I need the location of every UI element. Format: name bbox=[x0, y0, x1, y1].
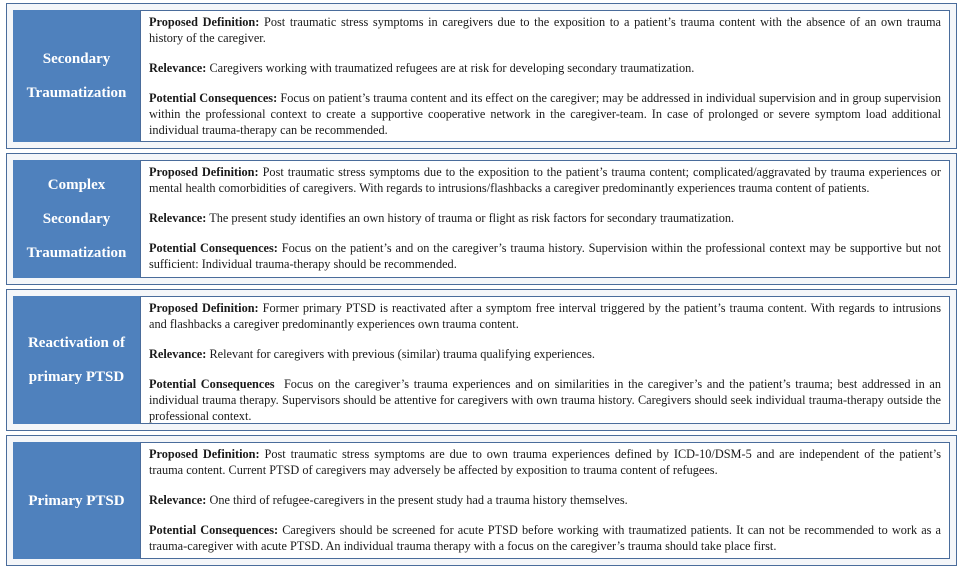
relevance-paragraph bbox=[149, 492, 941, 508]
label-line: Reactivation of bbox=[27, 335, 126, 351]
row-content bbox=[140, 160, 950, 278]
consequences-paragraph bbox=[149, 376, 941, 424]
consequences-text: Focus on the patient’s and on the caregiver’s trauma history. Supervision within the professional context may be supportive but not sufficient: Individual trauma-therapy should be recommended. bbox=[149, 241, 941, 271]
row-primary-ptsd bbox=[6, 435, 957, 566]
definition-text: Post traumatic stress symptoms are due to own trauma experiences defined by ICD-10/DSM-5 and are independent of the patient’s trauma content. Current PTSD of caregivers may adversely be affected by exposition to trauma content of refugees. bbox=[149, 447, 942, 477]
definition-label: Proposed Definition: bbox=[149, 15, 260, 29]
row-label bbox=[13, 442, 140, 559]
definition-paragraph bbox=[149, 300, 941, 332]
consequences-label: Potential Consequences bbox=[149, 377, 275, 391]
row-content bbox=[140, 442, 950, 559]
relevance-label: Relevance: bbox=[149, 347, 207, 361]
definition-label: Proposed Definition: bbox=[149, 301, 259, 315]
relevance-paragraph bbox=[149, 60, 941, 76]
relevance-label: Relevance: bbox=[149, 61, 207, 75]
relevance-text: Relevant for caregivers with previous (similar) trauma qualifying experiences. bbox=[209, 347, 595, 361]
row-label bbox=[13, 10, 140, 142]
definition-paragraph bbox=[149, 14, 941, 46]
row-content bbox=[140, 10, 950, 142]
relevance-label: Relevance: bbox=[149, 493, 207, 507]
consequences-label: Potential Consequences: bbox=[149, 241, 278, 255]
row-reactivation-primary-ptsd bbox=[6, 289, 957, 431]
consequences-paragraph bbox=[149, 522, 941, 554]
label-line: Primary PTSD bbox=[28, 492, 125, 509]
label-line: Complex bbox=[47, 177, 106, 193]
consequences-paragraph bbox=[149, 90, 941, 138]
label-line: Traumatization bbox=[26, 85, 127, 101]
row-complex-secondary-traumatization bbox=[6, 153, 957, 285]
relevance-paragraph bbox=[149, 210, 941, 226]
row-label bbox=[13, 296, 140, 424]
row-content bbox=[140, 296, 950, 424]
definition-paragraph bbox=[149, 446, 941, 478]
definition-text: Former primary PTSD is reactivated after a symptom free interval triggered by the patient’s trauma content. With regards to intrusions and flashbacks a caregiver predominantly experiences own trauma content. bbox=[149, 301, 941, 331]
consequences-text: Focus on the caregiver’s trauma experiences and on similarities in the caregiver’s and the patient’s trauma; best addressed in an individual trauma therapy. Supervisors should be attentive for caregivers with own trauma history. Caregivers should seek individual trauma-therapy outside the professional context. bbox=[149, 377, 941, 423]
label-line: primary PTSD bbox=[28, 369, 125, 385]
row-secondary-traumatization bbox=[6, 3, 957, 149]
consequences-label: Potential Consequences: bbox=[149, 523, 279, 537]
definition-paragraph bbox=[149, 164, 941, 196]
relevance-text: One third of refugee-caregivers in the present study had a trauma history themselves. bbox=[209, 493, 628, 507]
label-line: Secondary bbox=[42, 211, 111, 227]
label-line: Traumatization bbox=[26, 245, 127, 261]
row-label bbox=[13, 160, 140, 278]
relevance-label: Relevance: bbox=[149, 211, 207, 225]
definition-text: Post traumatic stress symptoms due to the exposition to the patient’s trauma content; complicated/aggravated by trauma experiences or mental health comorbidities of caregivers. With regards to intrusions/flashbacks a caregiver predominantly experiences trauma content of patients. bbox=[149, 165, 941, 195]
definition-label: Proposed Definition: bbox=[149, 165, 259, 179]
relevance-text: Caregivers working with traumatized refugees are at risk for developing secondary traumatization. bbox=[209, 61, 695, 75]
label-line: Secondary bbox=[42, 51, 111, 67]
consequences-text: Caregivers should be screened for acute PTSD before working with traumatized patients. It can not be recommended to work as a trauma-caregiver with acute PTSD. An individual trauma therapy with a focus on the caregiver’s trauma should take place first. bbox=[149, 523, 942, 553]
relevance-text: The present study identifies an own history of trauma or flight as risk factors for secondary traumatization. bbox=[209, 211, 735, 225]
consequences-paragraph bbox=[149, 240, 941, 272]
consequences-text: Focus on patient’s trauma content and its effect on the caregiver; may be addressed in individual supervision and in group supervision within the professional context to create a supportive cooperative network in the caregiver-team. In case of prolonged or severe symptom load additional individual trauma-therapy can be recommended. bbox=[149, 91, 941, 137]
consequences-label: Potential Consequences: bbox=[149, 91, 278, 105]
definition-text: Post traumatic stress symptoms in caregivers due to the exposition to a patient’s trauma content with the absence of an own trauma history of the caregiver. bbox=[149, 15, 941, 45]
relevance-paragraph bbox=[149, 346, 941, 362]
definition-label: Proposed Definition: bbox=[149, 447, 260, 461]
